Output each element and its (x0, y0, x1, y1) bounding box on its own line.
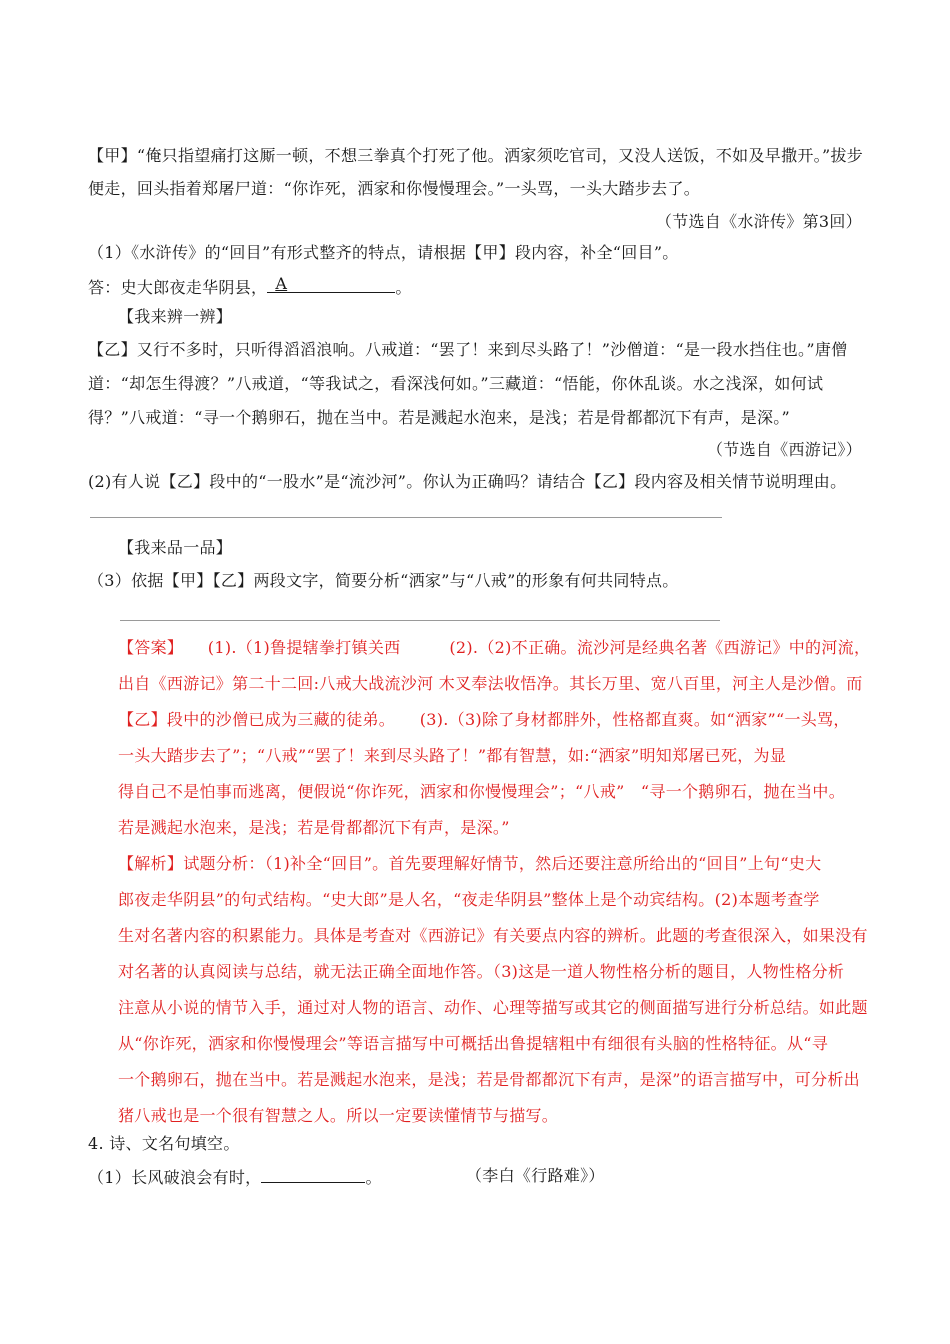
q4-item-1-prefix: （1）长风破浪会有时， (88, 1168, 262, 1187)
analysis-line-1: 【解析】试题分析：（1)补全“回目”。首先要理解好情节，然后还要注意所给出的“回目”上句“史大 (118, 854, 822, 873)
q3-question: （3）依据【甲】【乙】两段文字，简要分析“洒家”与“八戒”的形象有何共同特点。 (88, 571, 679, 590)
jia-source: （节选自《水浒传》第3回） (655, 212, 862, 231)
yi-passage-line-3: 得？”八戒道：“寻一个鹅卵石，抛在当中。若是溅起水泡来，是浅；若是骨都都沉下有声，是深。” (88, 408, 791, 427)
q2-question: (2)有人说【乙】段中的“一股水”是“流沙河”。你认为正确吗？请结合【乙】段内容及相关情节说明理由。 (88, 472, 847, 491)
answer-line-3: 【乙】段中的沙僧已成为三藏的徒弟。 (3).（3)除了身材都胖外，性格都直爽。如“洒家”“一头骂， (118, 710, 850, 729)
yi-passage-line-1: 【乙】又行不多时，只听得滔滔浪响。八戒道：“罢了！来到尽头路了！”沙僧道：“是一段水挡住也。”唐僧 (88, 340, 848, 359)
q4-item-1-blank (261, 1164, 365, 1183)
q1-answer-prefix: 答：史大郎夜走华阴县， (88, 278, 268, 297)
q4-item-1 (88, 1164, 382, 1190)
q1-answer-suffix: 。 (395, 278, 412, 297)
analysis-line-3: 生对名著内容的积累能力。具体是考查对《西游记》有关要点内容的辨析。此题的考查很深入，如果没有 (118, 926, 868, 945)
q4-title: 4. 诗、文名句填空。 (88, 1134, 240, 1153)
analysis-line-7: 一个鹅卵石，抛在当中。若是溅起水泡来，是浅；若是骨都都沉下有声，是深”的语言描写中，可分析出 (118, 1070, 860, 1089)
answer-line-5: 得自己不是怕事而逃离，便假说“你诈死，洒家和你慢慢理会”；“八戒” “寻一个鹅卵石，抛在当中。 (118, 782, 845, 801)
jia-passage-line-1: 【甲】“俺只指望痛打这厮一顿，不想三拳真个打死了他。洒家须吃官司，又没人送饭，不如及早撒开。”拔步 (88, 146, 864, 165)
q1-question: （1）《水浒传》的“回目”有形式整齐的特点，请根据【甲】段内容，补全“回目”。 (88, 243, 679, 262)
jia-passage-line-2: 便走，回头指着郑屠尸道：“你诈死，洒家和你慢慢理会。”一头骂，一头大踏步去了。 (88, 179, 701, 198)
q1-answer-blank (267, 274, 395, 293)
answer-line-4: 一头大踏步去了”；“八戒”“罢了！来到尽头路了！”都有智慧，如:“洒家”明知郑屠已死，为显 (118, 746, 787, 765)
analysis-line-4: 对名著的认真阅读与总结，就无法正确全面地作答。（3)这是一道人物性格分析的题目，人物性格分析 (118, 962, 845, 981)
analysis-line-8: 猪八戒也是一个很有智慧之人。所以一定要读懂情节与描写。 (118, 1106, 559, 1125)
q2-answer-line (90, 517, 722, 518)
answer-line-2: 出自《西游记》第二十二回:八戒大战流沙河 木叉奉法收悟净。其长万里、宽八百里，河主人是沙僧。而 (118, 674, 863, 693)
answer-line-1: 【答案】 (1).（1)鲁提辖拳打镇关西 (2).（2)不正确。流沙河是经典名著《西游记》中的河流， (118, 638, 871, 657)
section-heading-pin: 【我来品一品】 (118, 538, 233, 557)
q4-item-1-source: （李白《行路难》） (466, 1166, 605, 1185)
analysis-line-5: 注意从小说的情节入手，通过对人物的语言、动作、心理等描写或其它的侧面描写进行分析总结。如此题 (118, 998, 868, 1017)
q1-blank-mark: A (275, 274, 288, 293)
yi-passage-line-2: 道：“却怎生得渡？”八戒道，“等我试之，看深浅何如。”三藏道：“悟能，你休乱谈。水之浅深，如何试 (88, 374, 824, 393)
q3-answer-line (120, 620, 720, 621)
yi-source: （节选自《西游记》） (706, 440, 862, 459)
q1-answer-line (88, 274, 412, 300)
answer-line-6: 若是溅起水泡来，是浅；若是骨都都沉下有声，是深。” (118, 818, 510, 837)
analysis-line-2: 郎夜走华阴县”的句式结构。“史大郎”是人名，“夜走华阴县”整体上是个动宾结构。(2)本题考查学 (118, 890, 820, 909)
section-heading-bian: 【我来辨一辨】 (118, 307, 233, 326)
analysis-line-6: 从“你诈死，洒家和你慢慢理会”等语言描写中可概括出鲁提辖粗中有细很有头脑的性格特征。从“寻 (118, 1034, 829, 1053)
q4-item-1-suffix: 。 (365, 1168, 382, 1187)
